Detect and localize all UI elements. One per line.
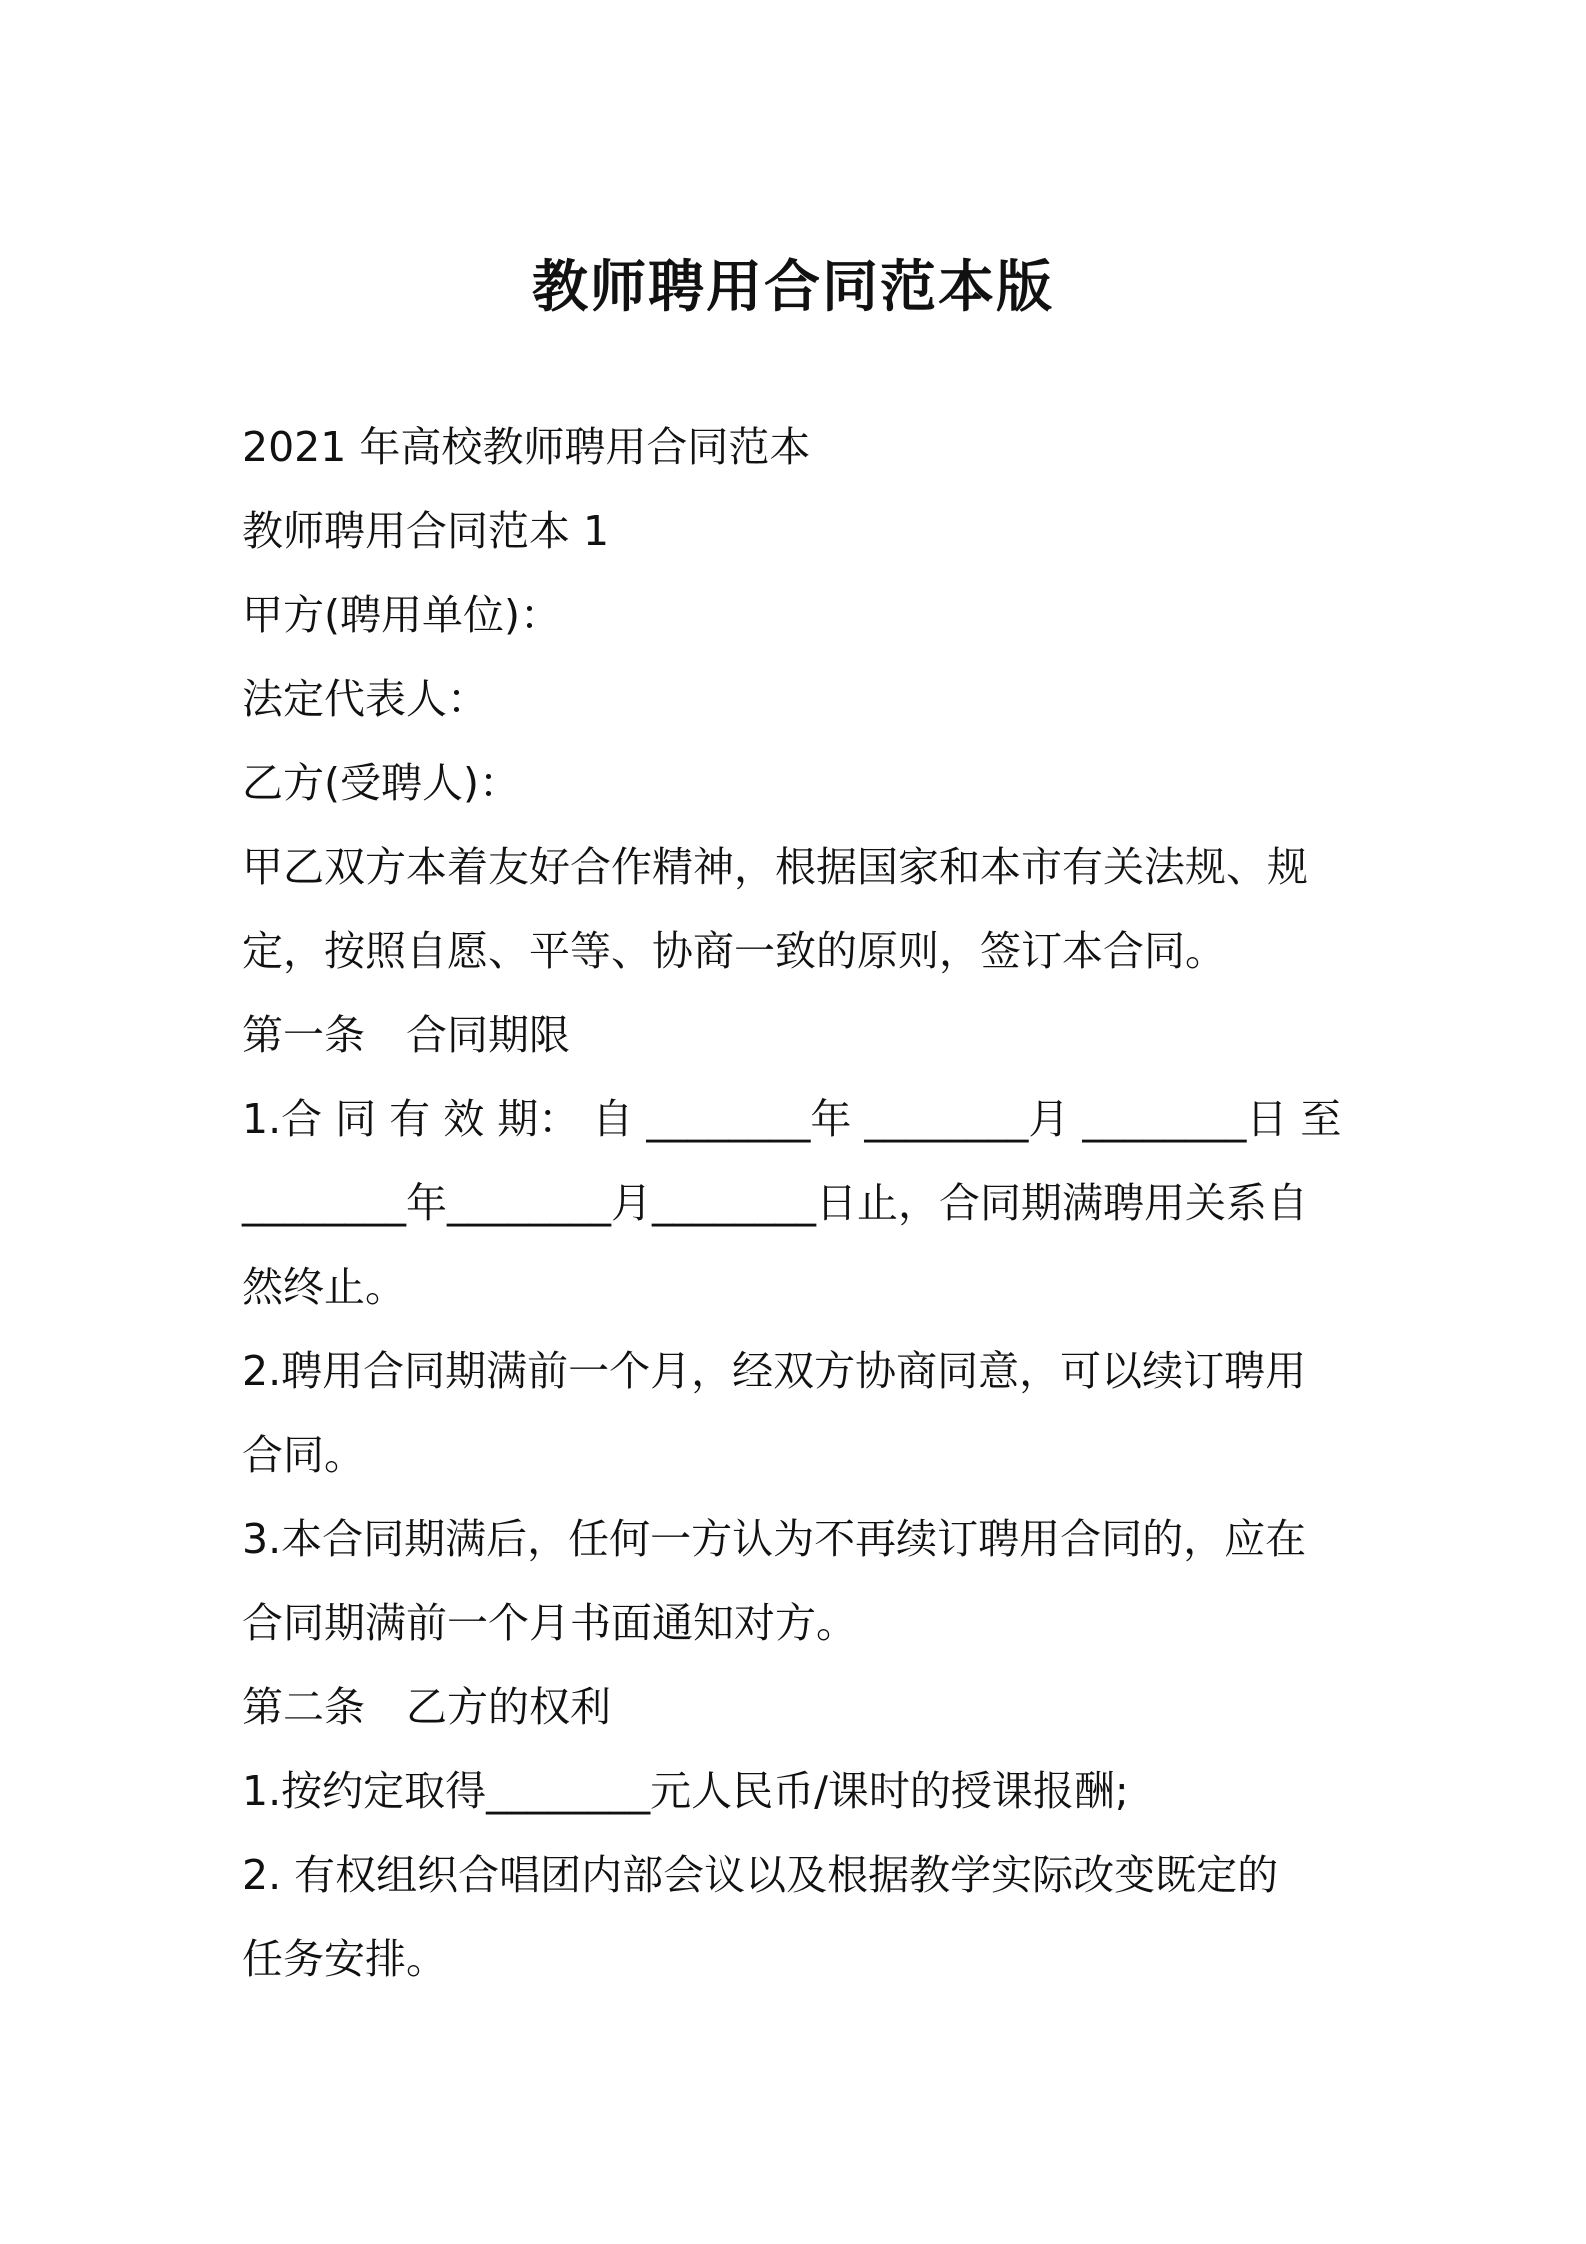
contract-name-line: 教师聘用合同范本 1	[242, 507, 610, 555]
article-1-heading: 第一条 合同期限	[242, 1011, 570, 1059]
article-1-item-3-line-2: 合同期满前一个月书面通知对方。	[242, 1599, 857, 1647]
article-2-item-2-line-2: 任务安排。	[242, 1935, 447, 1983]
article-1-item-1-line-2: ________年________月________日止，合同期满聘用关系自	[242, 1179, 1308, 1227]
document-body	[242, 405, 1360, 2001]
preamble-line-2: 定，按照自愿、平等、协商一致的原则，签订本合同。	[242, 927, 1226, 975]
legal-representative-line: 法定代表人：	[242, 675, 488, 723]
document-title: 教师聘用合同范本版	[532, 255, 1054, 320]
article-2-heading: 第二条 乙方的权利	[242, 1683, 611, 1731]
article-1-item-2-line-2: 合同。	[242, 1431, 365, 1479]
party-b-line: 乙方(受聘人)：	[242, 759, 520, 807]
subtitle-line: 2021 年高校教师聘用合同范本	[242, 423, 811, 471]
article-1-item-3-line-1: 3.本合同期满后，任何一方认为不再续订聘用合同的，应在	[242, 1515, 1307, 1563]
preamble-line-1: 甲乙双方本着友好合作精神，根据国家和本市有关法规、规	[242, 843, 1308, 891]
party-a-line: 甲方(聘用单位)：	[242, 591, 561, 639]
article-1-item-2-line-1: 2.聘用合同期满前一个月，经双方协商同意，可以续订聘用	[242, 1347, 1307, 1395]
article-2-item-1: 1.按约定取得________元人民币/课时的授课报酬;	[242, 1767, 1129, 1815]
article-1-item-1-line-3: 然终止。	[242, 1263, 406, 1311]
article-2-item-2-line-1: 2. 有权组织合唱团内部会议以及根据教学实际改变既定的	[242, 1851, 1279, 1899]
article-1-item-1-line-1: 1.合 同 有 效 期： 自 ________年 ________月 ________日 至	[242, 1095, 1342, 1143]
